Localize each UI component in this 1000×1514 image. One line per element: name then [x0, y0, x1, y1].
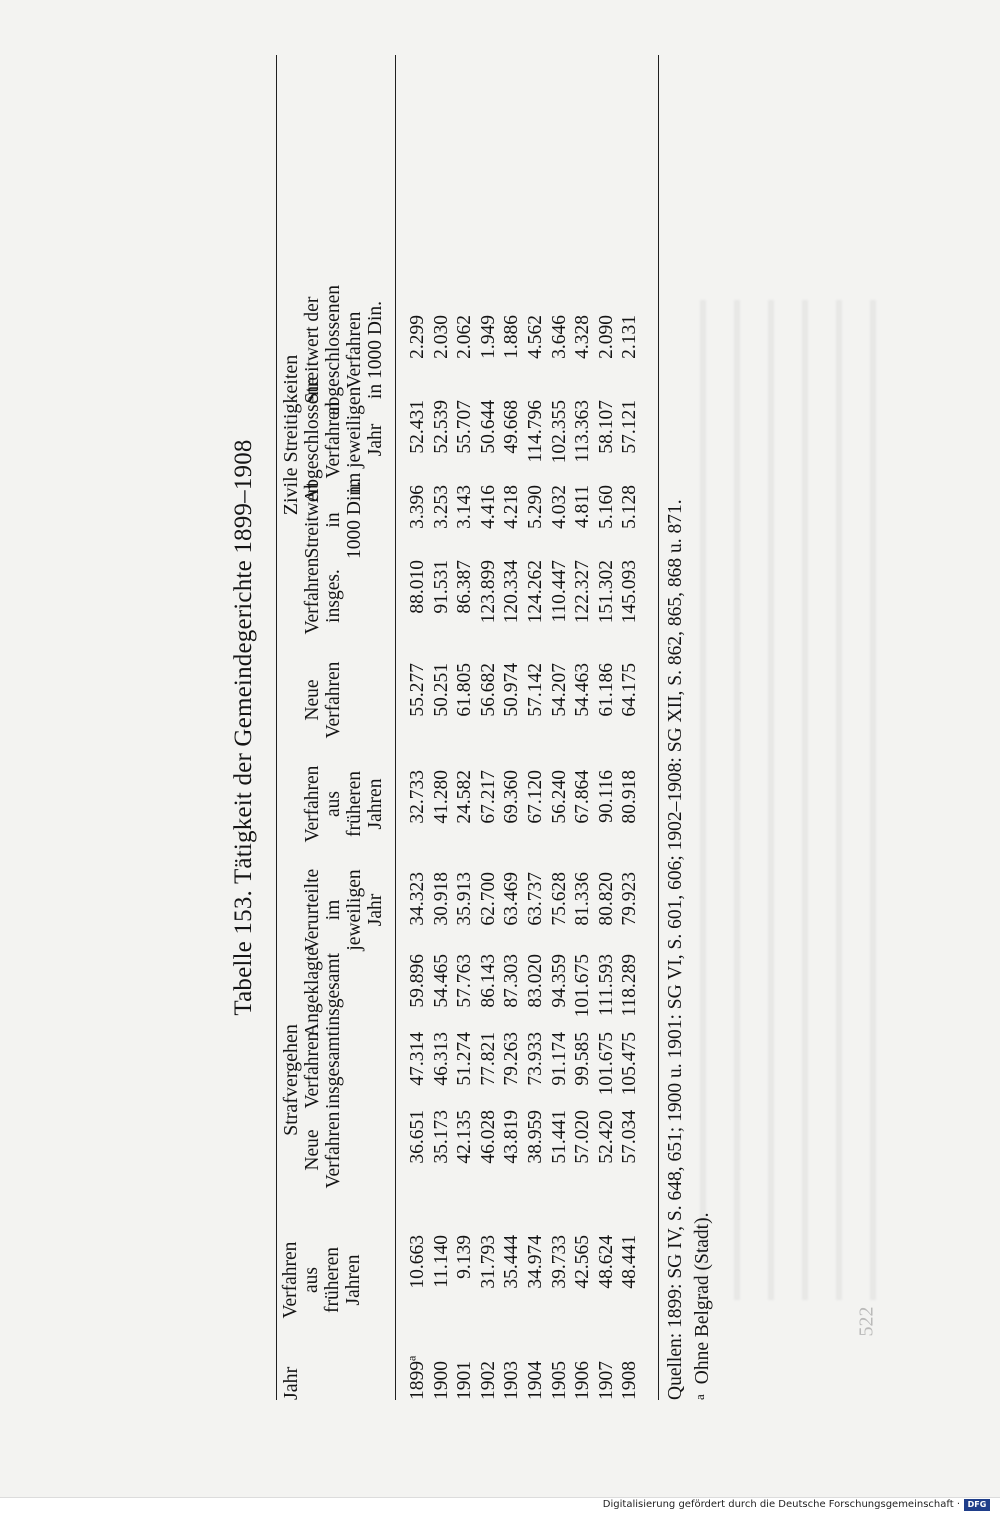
table-cell: 39.733	[548, 1235, 570, 1289]
table-cell: 55.707	[454, 400, 476, 454]
table-cell: 11.140	[430, 1235, 452, 1288]
year-value: 1906	[572, 1361, 594, 1400]
group-header-zivile-streitigkeiten: Zivile Streitigkeiten	[280, 354, 302, 516]
table-cell: 30.918	[430, 872, 452, 926]
column-header: Streitwert der abgeschlossenen Verfahren in 1000 Din.	[302, 285, 386, 415]
table-cell: 3.253	[430, 485, 452, 529]
table-cell: 10.663	[407, 1235, 428, 1289]
table-cell: 1.949	[477, 315, 499, 359]
table-cell: 56.682	[477, 663, 499, 717]
table-cell: 9.139	[454, 1235, 476, 1279]
footnote-text: Ohne Belgrad (Stadt).	[692, 1212, 713, 1385]
table-cell: 63.469	[501, 872, 523, 926]
table-cell: 41.280	[430, 770, 452, 824]
year-cell	[595, 1356, 619, 1400]
table-cell: 4.218	[501, 485, 523, 529]
table-cell: 120.334	[501, 560, 523, 624]
year-cell	[524, 1356, 548, 1400]
page-number: 522	[855, 1306, 878, 1337]
table-cell: 99.585	[572, 1032, 594, 1086]
table-cell: 145.093	[619, 560, 641, 624]
sources-line: Quellen: 1899: SG IV, S. 648, 651; 1900 u. 1901: SG VI, S. 601, 606; 1902–1908: SG XII, S. 862, 865, 868 u. 871.	[665, 499, 686, 1400]
table-cell: 111.593	[595, 954, 617, 1016]
year-value: 1902	[477, 1361, 499, 1400]
column-header: Streitwert in 1000 Din.	[302, 481, 365, 559]
bottom-rule	[658, 55, 659, 1400]
column-header: Neue Verfahren	[302, 1111, 344, 1189]
table-cell: 5.128	[619, 485, 641, 529]
table-cell: 86.143	[477, 954, 499, 1008]
header-jahr: Jahr	[280, 1366, 302, 1400]
table-cell: 51.274	[454, 1032, 476, 1086]
table-cell: 48.441	[619, 1235, 641, 1289]
year-cell	[477, 1356, 501, 1400]
column-header: Verfahren aus früheren Jahren	[302, 765, 386, 843]
table-cell: 4.032	[548, 485, 570, 529]
year-cell	[500, 1356, 524, 1400]
table-cell: 67.120	[524, 770, 546, 824]
table-cell: 52.431	[407, 400, 428, 454]
table-cell: 57.034	[619, 1110, 641, 1164]
year-value: 1904	[524, 1361, 546, 1400]
table-cell: 59.896	[407, 954, 428, 1008]
table-cell: 101.675	[595, 1032, 617, 1096]
table-cell: 42.135	[454, 1110, 476, 1164]
year-footnote-mark: a	[404, 1355, 419, 1361]
dfg-logo: DFG	[964, 1499, 990, 1511]
table-cell: 3.396	[407, 485, 428, 529]
year-value: 1905	[548, 1361, 570, 1400]
column-header: Verfahren insgesamt	[302, 1031, 344, 1109]
table-cell: 54.207	[548, 663, 570, 717]
table-cell: 4.328	[572, 315, 594, 359]
table-cell: 2.062	[454, 315, 476, 359]
table-cell: 80.820	[595, 872, 617, 926]
table-cell: 2.090	[595, 315, 617, 359]
table-cell: 86.387	[454, 560, 476, 614]
table-cell: 118.289	[619, 954, 641, 1017]
table-cell: 47.314	[407, 1032, 428, 1086]
table-cell: 2.131	[619, 315, 641, 359]
table-cell: 90.116	[595, 770, 617, 823]
table-cell: 35.173	[430, 1110, 452, 1164]
table-cell: 46.028	[477, 1110, 499, 1164]
column-header: Angeklagte insgesamt	[302, 947, 344, 1037]
table-cell: 123.899	[477, 560, 499, 624]
table-cell: 81.336	[572, 872, 594, 926]
table-cell: 91.531	[430, 560, 452, 614]
table-cell: 87.303	[501, 954, 523, 1008]
column-header: Verfahren insges.	[302, 557, 344, 635]
year-value: 1903	[501, 1361, 523, 1400]
data-column	[406, 1032, 642, 1122]
table-cell: 57.121	[619, 400, 641, 454]
table-cell: 58.107	[595, 400, 617, 454]
table-cell: 77.821	[477, 1032, 499, 1086]
table-cell: 50.974	[501, 663, 523, 717]
table-cell: 61.805	[454, 663, 476, 717]
table-cell: 61.186	[595, 663, 617, 717]
table-cell: 43.819	[501, 1110, 523, 1164]
table-cell: 5.160	[595, 485, 617, 529]
column-header: Abgeschlossene Verfahren im jeweiligen Jahr	[302, 377, 386, 503]
table-cell: 91.174	[548, 1032, 570, 1086]
table-cell: 114.796	[524, 400, 546, 463]
column-header: Neue Verfahren	[302, 661, 344, 739]
table-cell: 124.262	[524, 560, 546, 624]
data-column	[406, 663, 642, 753]
table-cell: 75.628	[548, 872, 570, 926]
table-cell: 48.624	[595, 1235, 617, 1289]
table-cell: 94.359	[548, 954, 570, 1008]
table-cell: 122.327	[572, 560, 594, 624]
table-cell: 57.763	[454, 954, 476, 1008]
dfg-footer-note: Digitalisierung gefördert durch die Deutsche Forschungsgemeinschaft ·	[602, 1499, 960, 1510]
year-value: 1907	[595, 1361, 617, 1400]
table-cell: 69.360	[501, 770, 523, 824]
table-cell: 83.020	[524, 954, 546, 1008]
table-cell: 2.299	[407, 315, 428, 359]
table-cell: 55.277	[407, 663, 428, 717]
table-cell: 4.811	[572, 485, 594, 529]
table-cell: 24.582	[454, 770, 476, 824]
table-cell: 52.539	[430, 400, 452, 454]
table-cell: 79.923	[619, 872, 641, 926]
table-cell: 42.565	[572, 1235, 594, 1289]
year-value: 1908	[619, 1361, 641, 1400]
table-cell: 113.363	[572, 400, 594, 463]
table-cell: 105.475	[619, 1032, 641, 1096]
year-cell	[453, 1356, 477, 1400]
table-cell: 3.143	[454, 485, 476, 529]
year-value: 1901	[454, 1361, 476, 1400]
table-cell: 67.217	[477, 770, 499, 824]
column-header: Verfahren aus früheren Jahren	[280, 1241, 364, 1319]
data-column	[406, 315, 642, 405]
year-cell	[571, 1356, 595, 1400]
table-cell: 110.447	[548, 560, 570, 623]
table-cell: 4.416	[477, 485, 499, 529]
table-cell: 64.175	[619, 663, 641, 717]
table-cell: 32.733	[407, 770, 428, 824]
table-cell: 34.323	[407, 872, 428, 926]
bleed-through	[700, 300, 900, 1300]
group-header-strafvergehen: Strafvergehen	[280, 1024, 302, 1136]
data-column	[406, 1110, 642, 1200]
table-cell: 57.020	[572, 1110, 594, 1164]
table-cell: 151.302	[595, 560, 617, 624]
table-cell: 49.668	[501, 400, 523, 454]
table-cell: 34.974	[524, 1235, 546, 1289]
header-rule	[395, 55, 396, 1400]
column-header: Verurteilte im jeweiligen Jahr	[302, 868, 386, 952]
table-cell: 101.675	[572, 954, 594, 1018]
year-cell	[548, 1356, 572, 1400]
table-cell: 56.240	[548, 770, 570, 824]
footnote-mark: a	[692, 1394, 707, 1400]
top-rule	[276, 55, 277, 1400]
table-cell: 50.251	[430, 663, 452, 717]
table-cell: 80.918	[619, 770, 641, 824]
table-cell: 57.142	[524, 663, 546, 717]
year-cell	[430, 1356, 454, 1400]
table-cell: 50.644	[477, 400, 499, 454]
table-cell: 88.010	[407, 560, 428, 614]
data-column	[406, 1235, 642, 1325]
table-cell: 35.913	[454, 872, 476, 926]
data-column	[406, 872, 642, 962]
table-cell: 3.646	[548, 315, 570, 359]
table-cell: 38.959	[524, 1110, 546, 1164]
table-cell: 62.700	[477, 872, 499, 926]
table-cell: 54.463	[572, 663, 594, 717]
rotated-table	[230, 55, 713, 1400]
year-column	[406, 1356, 642, 1400]
table-cell: 4.562	[524, 315, 546, 359]
year-value: 1899	[407, 1361, 428, 1400]
table-cell: 46.313	[430, 1032, 452, 1086]
table-title: Tabelle 153. Tätigkeit der Gemeindegerichte 1899–1908	[230, 439, 257, 1016]
table-cell: 54.465	[430, 954, 452, 1008]
table-cell: 67.864	[572, 770, 594, 824]
data-column	[406, 485, 642, 575]
data-column	[406, 400, 642, 490]
table-cell: 73.933	[524, 1032, 546, 1086]
table-cell: 35.444	[501, 1235, 523, 1289]
footnote	[692, 1213, 714, 1400]
data-column	[406, 954, 642, 1044]
year-cell	[618, 1356, 642, 1400]
table-cell: 36.651	[407, 1110, 428, 1164]
table-cell: 102.355	[548, 400, 570, 464]
year-cell	[406, 1356, 430, 1400]
year-value: 1900	[430, 1361, 452, 1400]
table-cell: 63.737	[524, 872, 546, 926]
table-cell: 5.290	[524, 485, 546, 529]
table-cell: 31.793	[477, 1235, 499, 1289]
table-cell: 79.263	[501, 1032, 523, 1086]
table-cell: 51.441	[548, 1110, 570, 1164]
table-cell: 1.886	[501, 315, 523, 359]
data-column	[406, 770, 642, 860]
table-cell: 2.030	[430, 315, 452, 359]
table-cell: 52.420	[595, 1110, 617, 1164]
